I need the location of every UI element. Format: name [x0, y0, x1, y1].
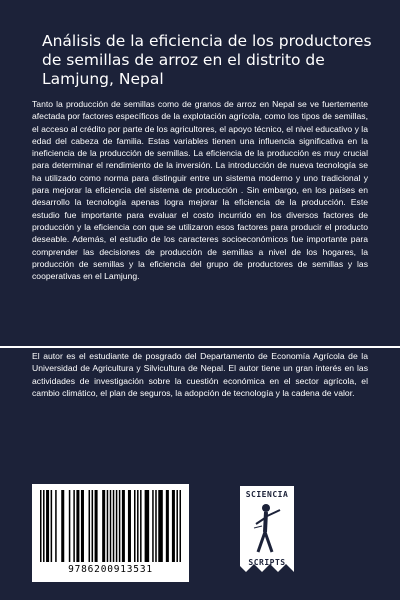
barcode-bar: [110, 490, 112, 562]
barcode-bar: [40, 490, 42, 562]
barcode-bar: [179, 490, 181, 562]
author-bio: El autor es el estudiante de posgrado del Departamento de Economía Agrícola de la Universidad de Agricultura y Silvicultura de Nepal. El autor tiene un gran interés en las actividades de investigación sobre la cuestión económica en el sector agrícola, el cambio climático, el plan de seguros, la adopción de tecnología y la cadena de valor.: [32, 351, 368, 398]
barcode: [32, 484, 189, 582]
logo-bottom-text: SCRIPTS: [248, 558, 286, 567]
book-description: Tanto la producción de semillas como de granos de arroz en Nepal se ve fuertemente afectada por factores específicos de la explotación agrícola, como los tipos de semillas, el acceso al crédito por parte de los agricultores, el apoyo técnico, el nivel educativo y la edad del cabeza de familia. Estas variables tienen una influencia significativa en la ineficiencia de la producción de semillas. La eficiencia de la producción es muy crucial para determinar el rendimiento de la inversión. La introducción de nueva tecnología se ha utilizado como norma para distinguir entre un sistema moderno y uno tradicional y para mejorar la eficiencia del sistema de producción . Sin embargo, en los países en desarrollo la tecnología apenas logra mejorar la eficiencia de la producción. Este estudio fue importante para evaluar el costo incurrido en los diversos factores de producción y la eficiencia con que se utilizaron esos factores para producir el producto deseable. Además, el estudio de los caracteres socioeconómicos fue importante para comprender las decisiones de producción de semillas a nivel de los hogares, la producción de semillas y la eficiencia del grupo de productores de semillas y las cooperativas en el Lamjung.: [32, 99, 368, 282]
barcode-bar: [122, 490, 125, 562]
barcode-bar: [107, 490, 109, 562]
barcode-bar: [128, 490, 131, 562]
barcode-bars: [40, 490, 181, 562]
barcode-bar: [55, 490, 57, 562]
barcode-bar: [158, 490, 163, 562]
barcode-bar: [73, 490, 75, 562]
barcode-bar: [102, 490, 105, 562]
book-title: Análisis de la eficiencia de los productores de semillas de arroz en el distrito de Lamjung, Nepal: [42, 32, 372, 88]
barcode-bar: [81, 490, 84, 562]
barcode-bar: [172, 490, 175, 562]
barcode-bar: [46, 490, 49, 562]
barcode-bar: [152, 490, 154, 562]
barcode-bar: [61, 490, 64, 562]
barcode-bar: [113, 490, 115, 562]
barcode-bar: [51, 490, 53, 562]
barcode-bar: [176, 490, 178, 562]
isbn-number: 9786200913531: [68, 564, 153, 575]
barcode-bar: [116, 490, 118, 562]
barcode-bar: [69, 490, 71, 562]
barcode-bar: [95, 490, 98, 562]
barcode-bar: [76, 490, 79, 562]
barcode-bar: [119, 490, 121, 562]
barcode-bar: [166, 490, 169, 562]
barcode-bar: [155, 490, 157, 562]
barcode-bar: [43, 490, 45, 562]
logo-top-text: SCIENCIA: [245, 490, 289, 499]
barcode-bar: [137, 490, 139, 562]
barcode-bar: [134, 490, 136, 562]
publisher-logo: [238, 484, 296, 574]
divider: [0, 346, 400, 348]
barcode-bar: [89, 490, 91, 562]
sower-figure-icon: [252, 502, 282, 556]
barcode-bar: [140, 490, 142, 562]
barcode-bar: [145, 490, 150, 562]
barcode-bar: [92, 490, 94, 562]
